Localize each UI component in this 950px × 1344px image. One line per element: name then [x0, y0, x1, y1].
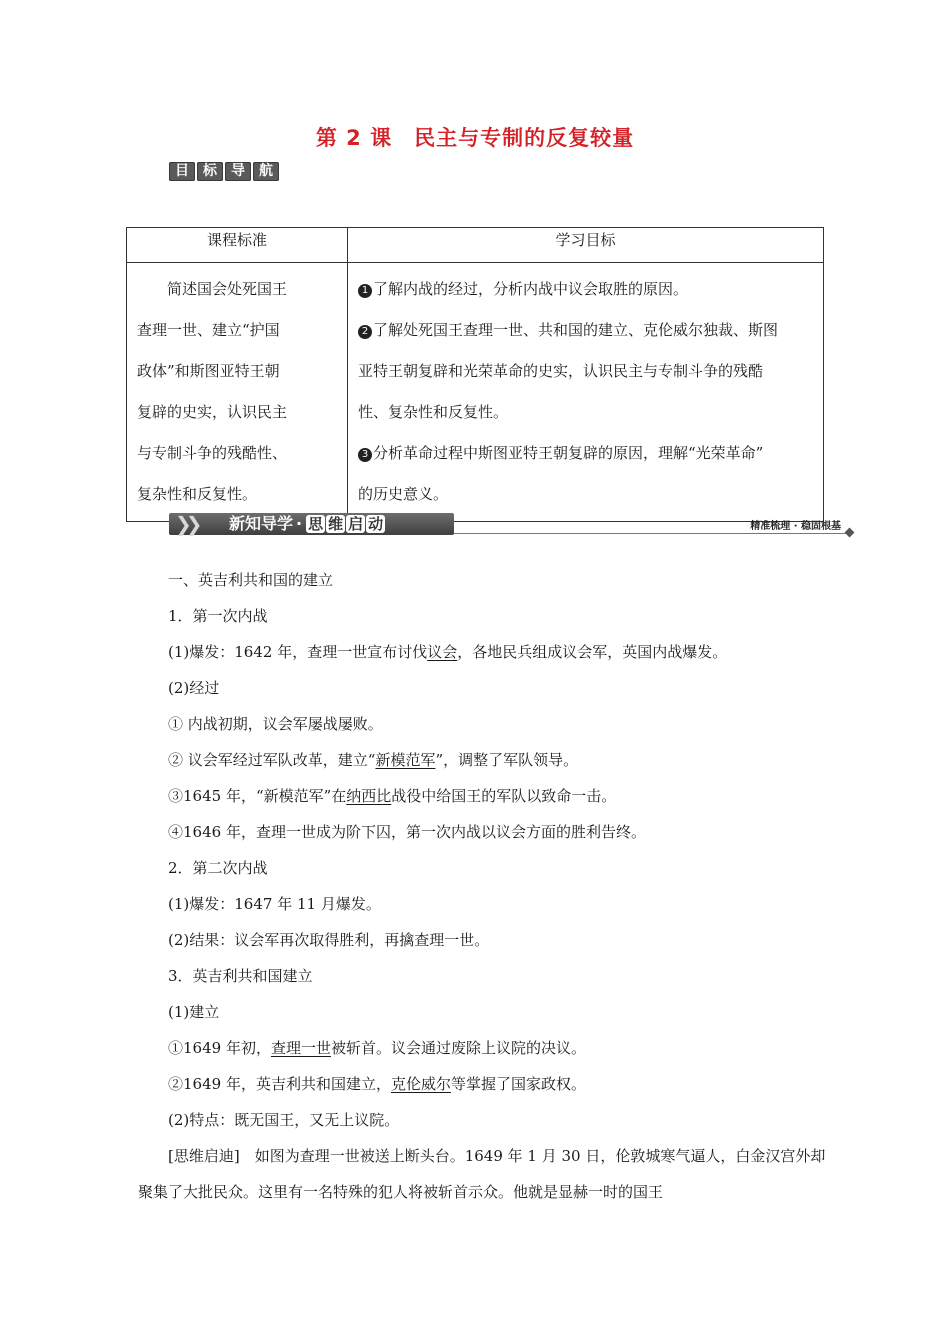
goal-navigation-label [169, 162, 279, 181]
text-span: ③1645 年，“新模范军”在 [168, 787, 347, 805]
standard-line: 与专制斗争的残酷性、 [137, 444, 288, 462]
goal-line: 分析革命过程中斯图亚特王朝复辟的原因，理解“光荣革命” [373, 444, 764, 462]
nav-label-char: 标 [197, 162, 223, 181]
standard-cell [127, 263, 348, 522]
nav-label-char: 目 [169, 162, 195, 181]
text-span: 战役中给国王的军队以致命一击。 [391, 787, 617, 805]
circled-number-icon: 1 [358, 284, 372, 298]
text-span: ”，调整了军队领导。 [435, 751, 579, 769]
text-line [138, 742, 828, 778]
text-line [138, 778, 828, 814]
text-line: (2)经过 [168, 679, 220, 697]
banner-boxed-char: 动 [368, 515, 384, 533]
text-span: ②1649 年，英吉利共和国建立， [168, 1075, 391, 1093]
lesson-body [138, 562, 828, 1210]
text-span: ② 议会军经过军队改革，建立“ [168, 751, 376, 769]
goal-line: 亚特王朝复辟和光荣革命的史实，认识民主与专制斗争的残酷 [358, 362, 764, 380]
text-line: (2)结果：议会军再次取得胜利，再擒查理一世。 [168, 931, 490, 949]
underlined-term: 纳西比 [346, 787, 392, 805]
text-line: (1)建立 [168, 1003, 220, 1021]
section-heading: 一、英吉利共和国的建立 [168, 571, 334, 589]
text-line: ① 内战初期，议会军屡战屡败。 [168, 715, 383, 733]
banner-subtitle: 精准梳理 · 稳固根基 [750, 521, 841, 532]
diamond-icon [845, 528, 855, 538]
goal-line: 了解处死国王查理一世、共和国的建立、克伦威尔独裁、斯图 [373, 321, 779, 339]
nav-label-char: 导 [225, 162, 251, 181]
text-span: 被斩首。议会通过废除上议院的决议。 [330, 1039, 586, 1057]
banner-dot: · [296, 514, 303, 533]
banner-title-main: 新知导学 [229, 514, 294, 533]
text-line [138, 1030, 828, 1066]
header-goals: 学习目标 [348, 228, 824, 263]
underlined-term: 议会 [427, 643, 458, 661]
text-line [138, 1066, 828, 1102]
banner-boxed-char: 启 [348, 515, 364, 533]
standard-line: 政体”和斯图亚特王朝 [137, 362, 280, 380]
goal-item [358, 310, 813, 351]
banner-title [229, 513, 385, 535]
text-span: ①1649 年初， [168, 1039, 271, 1057]
table-header-row [127, 228, 824, 263]
goal-line: 了解内战的经过，分析内战中议会取胜的原因。 [373, 280, 689, 298]
standard-line: 复辟的史实，认识民主 [137, 403, 288, 421]
goal-item [358, 433, 813, 474]
nav-label-char: 航 [253, 162, 279, 181]
banner-boxed-char: 维 [328, 515, 344, 533]
standard-line: 简述国会处死国王 [167, 280, 288, 298]
text-line: (1)爆发：1647 年 11 月爆发。 [168, 895, 381, 913]
text-line: (2)特点：既无国王，又无上议院。 [168, 1111, 400, 1129]
goal-line: 性、复杂性和反复性。 [358, 403, 509, 421]
banner-rule [454, 533, 846, 534]
goals-cell [348, 263, 824, 522]
thinking-prompt-paragraph: [思维启迪] 如图为查理一世被送上断头台。1649 年 1 月 30 日，伦敦城寒气逼人，白金汉宫外却聚集了大批民众。这里有一名特殊的犯人将被斩首示众。他就是显赫一时的国王 [138, 1147, 826, 1201]
standard-line: 查理一世、建立“护国 [137, 321, 280, 339]
standard-line: 复杂性和反复性。 [137, 485, 258, 503]
underlined-term: 克伦威尔 [390, 1075, 451, 1093]
section-banner [169, 511, 859, 537]
text-span: (1)爆发：1642 年，查理一世宣布讨伐 [168, 643, 428, 661]
text-line [138, 634, 828, 670]
subsection-heading: 1．第一次内战 [168, 607, 268, 625]
lesson-number: 第 2 课 [315, 126, 393, 150]
header-standard: 课程标准 [127, 228, 348, 263]
page-title [0, 122, 950, 152]
goals-table [126, 227, 824, 522]
goal-line: 的历史意义。 [358, 485, 449, 503]
double-chevron-icon: ❯❯ [175, 512, 197, 536]
underlined-term: 查理一世 [270, 1039, 331, 1057]
lesson-name: 民主与专制的反复较量 [414, 126, 635, 150]
underlined-term: 新模范军 [375, 751, 436, 769]
goal-item [358, 269, 813, 310]
subsection-heading: 2．第二次内战 [168, 859, 268, 877]
text-span: ，各地民兵组成议会军，英国内战爆发。 [457, 643, 728, 661]
table-row [127, 263, 824, 522]
circled-number-icon: 2 [358, 325, 372, 339]
circled-number-icon: 3 [358, 448, 372, 462]
subsection-heading: 3．英吉利共和国建立 [168, 967, 313, 985]
text-span: 等掌握了国家政权。 [450, 1075, 586, 1093]
banner-boxed-char: 思 [308, 515, 324, 533]
text-line: ④1646 年，查理一世成为阶下囚，第一次内战以议会方面的胜利告终。 [168, 823, 646, 841]
